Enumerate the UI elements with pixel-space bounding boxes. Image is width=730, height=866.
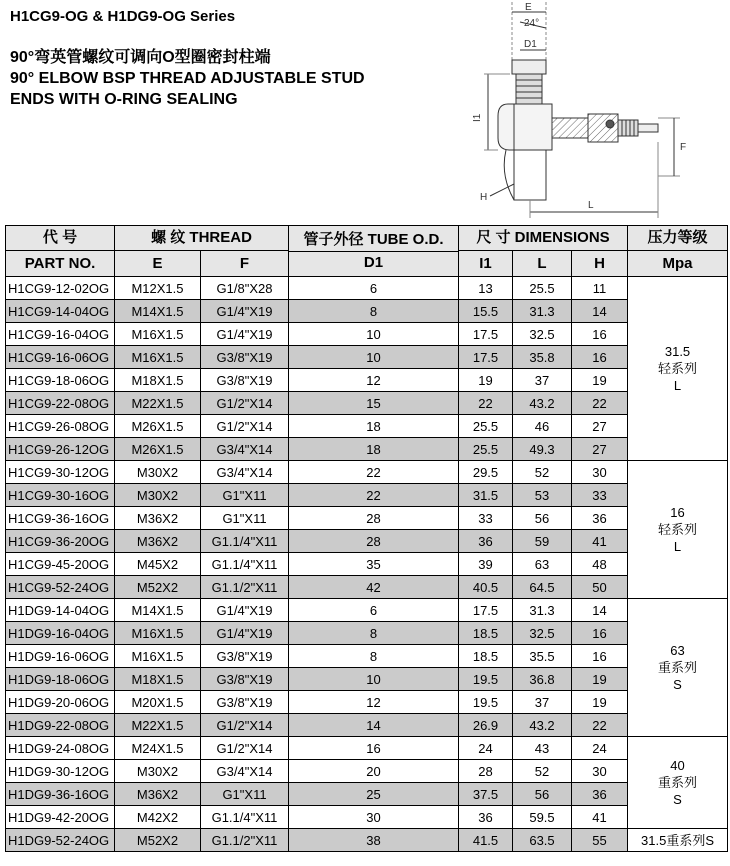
- grade-series: 轻系列: [658, 361, 698, 376]
- grade-series: 轻系列: [658, 522, 698, 537]
- table-row: [6, 576, 728, 599]
- cell-f: G3/8"X19: [201, 668, 289, 691]
- cell-h: 41: [572, 806, 628, 829]
- cell-i1: 31.5: [459, 484, 513, 507]
- pressure-grade-cell: [628, 461, 728, 599]
- cell-e: M45X2: [115, 553, 201, 576]
- title-chinese: 90°弯英管螺纹可调向O型圈密封柱端: [10, 49, 271, 66]
- cell-i1: 40.5: [459, 576, 513, 599]
- cell-d1: 35: [289, 553, 459, 576]
- cell-h: 33: [572, 484, 628, 507]
- cell-i1: 24: [459, 737, 513, 760]
- dim-label-d1: D1: [524, 39, 537, 50]
- grade-code: S: [673, 792, 682, 807]
- header-grade-unit: Mpa: [628, 251, 728, 277]
- cell-part: H1DG9-42-20OG: [6, 806, 115, 829]
- cell-f: G1/2"X14: [201, 392, 289, 415]
- cell-d1: 20: [289, 760, 459, 783]
- pressure-grade-cell: [628, 737, 728, 829]
- header-part-cn: 代 号: [6, 226, 115, 251]
- dim-label-angle: 24°: [524, 18, 540, 29]
- header-dimensions: 尺 寸 DIMENSIONS: [459, 226, 628, 251]
- table-row: [6, 484, 728, 507]
- cell-l: 36.8: [513, 668, 572, 691]
- grade-series: 重系列: [658, 660, 698, 675]
- cell-l: 59: [513, 530, 572, 553]
- cell-e: M16X1.5: [115, 622, 201, 645]
- cell-h: 55: [572, 829, 628, 852]
- cell-h: 19: [572, 668, 628, 691]
- cell-f: G1.1/4"X11: [201, 530, 289, 553]
- cell-f: G3/4"X14: [201, 461, 289, 484]
- pressure-grade-cell: [628, 599, 728, 737]
- cell-e: M22X1.5: [115, 714, 201, 737]
- cell-part: H1CG9-14-04OG: [6, 300, 115, 323]
- cell-h: 22: [572, 392, 628, 415]
- cell-i1: 17.5: [459, 599, 513, 622]
- table-row: [6, 668, 728, 691]
- cell-i1: 13: [459, 277, 513, 300]
- cell-h: 48: [572, 553, 628, 576]
- cell-l: 56: [513, 783, 572, 806]
- cell-e: M24X1.5: [115, 737, 201, 760]
- cell-i1: 41.5: [459, 829, 513, 852]
- cell-l: 43.2: [513, 714, 572, 737]
- pressure-grade-cell: [628, 829, 728, 852]
- cell-e: M14X1.5: [115, 599, 201, 622]
- table-row: [6, 760, 728, 783]
- grade-value: 31.5: [641, 832, 667, 848]
- cell-h: 36: [572, 783, 628, 806]
- cell-l: 52: [513, 461, 572, 484]
- cell-part: H1CG9-16-06OG: [6, 346, 115, 369]
- cell-h: 27: [572, 415, 628, 438]
- cell-part: H1DG9-36-16OG: [6, 783, 115, 806]
- cell-d1: 10: [289, 668, 459, 691]
- cell-d1: 18: [289, 415, 459, 438]
- grade-value: 40: [670, 758, 685, 773]
- cell-f: G1/4"X19: [201, 300, 289, 323]
- cell-h: 14: [572, 599, 628, 622]
- cell-i1: 26.9: [459, 714, 513, 737]
- cell-part: H1DG9-16-06OG: [6, 645, 115, 668]
- cell-d1: 28: [289, 530, 459, 553]
- dim-label-l: L: [588, 200, 594, 211]
- grade-value: 63: [670, 643, 685, 658]
- grade-value: 31.5: [664, 344, 691, 359]
- cell-l: 43.2: [513, 392, 572, 415]
- grade-code: S: [705, 832, 715, 848]
- cell-i1: 19.5: [459, 668, 513, 691]
- cell-i1: 33: [459, 507, 513, 530]
- cell-d1: 6: [289, 277, 459, 300]
- cell-f: G1/2"X14: [201, 714, 289, 737]
- cell-h: 19: [572, 369, 628, 392]
- cell-h: 30: [572, 760, 628, 783]
- cell-d1: 42: [289, 576, 459, 599]
- table-row: [6, 553, 728, 576]
- cell-part: H1DG9-16-04OG: [6, 622, 115, 645]
- header-h: H: [572, 251, 628, 277]
- cell-f: G1"X11: [201, 507, 289, 530]
- cell-d1: 25: [289, 783, 459, 806]
- cell-f: G3/8"X19: [201, 645, 289, 668]
- grade-value: 16: [670, 505, 685, 520]
- cell-f: G3/8"X19: [201, 369, 289, 392]
- cell-part: H1DG9-30-12OG: [6, 760, 115, 783]
- cell-i1: 19.5: [459, 691, 513, 714]
- cell-i1: 39: [459, 553, 513, 576]
- series-title: H1CG9-OG & H1DG9-OG Series: [10, 8, 236, 25]
- cell-d1: 30: [289, 806, 459, 829]
- cell-i1: 17.5: [459, 323, 513, 346]
- title-english-line-1: 90° ELBOW BSP THREAD ADJUSTABLE STUD: [10, 70, 365, 87]
- cell-h: 30: [572, 461, 628, 484]
- cell-e: M12X1.5: [115, 277, 201, 300]
- cell-i1: 19: [459, 369, 513, 392]
- cell-d1: 12: [289, 691, 459, 714]
- table-row: [6, 392, 728, 415]
- table-row: [6, 415, 728, 438]
- cell-l: 37: [513, 691, 572, 714]
- table-row: [6, 369, 728, 392]
- header-grade: 压力等级: [628, 226, 728, 251]
- dim-label-e: E: [525, 2, 532, 13]
- cell-d1: 38: [289, 829, 459, 852]
- header-f: F: [201, 251, 289, 277]
- cell-l: 31.3: [513, 599, 572, 622]
- cell-h: 16: [572, 323, 628, 346]
- table-row: [6, 737, 728, 760]
- cell-e: M36X2: [115, 507, 201, 530]
- cell-i1: 37.5: [459, 783, 513, 806]
- cell-f: G1"X11: [201, 783, 289, 806]
- cell-l: 31.3: [513, 300, 572, 323]
- cell-l: 53: [513, 484, 572, 507]
- cell-part: H1CG9-52-24OG: [6, 576, 115, 599]
- table-row: [6, 461, 728, 484]
- cell-part: H1CG9-36-20OG: [6, 530, 115, 553]
- cell-l: 46: [513, 415, 572, 438]
- cell-f: G1.1/2"X11: [201, 829, 289, 852]
- cell-i1: 22: [459, 392, 513, 415]
- cell-i1: 18.5: [459, 622, 513, 645]
- header-e: E: [115, 251, 201, 277]
- cell-l: 64.5: [513, 576, 572, 599]
- header-tube-label: 管子外径 TUBE O.D.: [303, 230, 444, 248]
- cell-l: 59.5: [513, 806, 572, 829]
- cell-l: 37: [513, 369, 572, 392]
- specification-table: [5, 225, 728, 852]
- cell-f: G1"X11: [201, 484, 289, 507]
- dim-label-h: H: [480, 192, 488, 203]
- pressure-grade-cell: [628, 277, 728, 461]
- cell-d1: 15: [289, 392, 459, 415]
- cell-i1: 15.5: [459, 300, 513, 323]
- grade-code: S: [673, 677, 682, 692]
- table-row: [6, 691, 728, 714]
- cell-f: G1/4"X19: [201, 599, 289, 622]
- cell-d1: 16: [289, 737, 459, 760]
- cell-l: 35.5: [513, 645, 572, 668]
- cell-l: 56: [513, 507, 572, 530]
- cell-e: M42X2: [115, 806, 201, 829]
- cell-l: 49.3: [513, 438, 572, 461]
- table-row: [6, 438, 728, 461]
- cell-part: H1CG9-12-02OG: [6, 277, 115, 300]
- cell-e: M30X2: [115, 484, 201, 507]
- grade-series: 重系列: [666, 832, 706, 848]
- cell-f: G1/2"X14: [201, 737, 289, 760]
- cell-part: H1DG9-22-08OG: [6, 714, 115, 737]
- header-i1: I1: [459, 251, 513, 277]
- cell-part: H1CG9-26-12OG: [6, 438, 115, 461]
- cell-d1: 10: [289, 323, 459, 346]
- cell-f: G3/8"X19: [201, 346, 289, 369]
- cell-l: 63: [513, 553, 572, 576]
- header-part-en: PART NO.: [6, 251, 115, 277]
- cell-part: H1CG9-30-16OG: [6, 484, 115, 507]
- cell-i1: 29.5: [459, 461, 513, 484]
- cell-h: 41: [572, 530, 628, 553]
- elbow-fitting-drawing: [470, 0, 728, 222]
- cell-d1: 8: [289, 622, 459, 645]
- cell-part: H1CG9-18-06OG: [6, 369, 115, 392]
- cell-e: M16X1.5: [115, 645, 201, 668]
- cell-part: H1CG9-22-08OG: [6, 392, 115, 415]
- cell-h: 16: [572, 622, 628, 645]
- cell-f: G1.1/2"X11: [201, 576, 289, 599]
- cell-f: G1/4"X19: [201, 622, 289, 645]
- cell-i1: 36: [459, 530, 513, 553]
- cell-d1: 12: [289, 369, 459, 392]
- cell-l: 25.5: [513, 277, 572, 300]
- cell-i1: 36: [459, 806, 513, 829]
- table-row: [6, 530, 728, 553]
- table-row: [6, 346, 728, 369]
- cell-d1: 10: [289, 346, 459, 369]
- cell-f: G3/8"X19: [201, 691, 289, 714]
- cell-h: 11: [572, 277, 628, 300]
- cell-f: G1/8"X28: [201, 277, 289, 300]
- cell-part: H1CG9-16-04OG: [6, 323, 115, 346]
- cell-h: 22: [572, 714, 628, 737]
- grade-code: L: [673, 539, 682, 554]
- cell-e: M36X2: [115, 530, 201, 553]
- title-english-line-2: ENDS WITH O-RING SEALING: [10, 91, 238, 108]
- cell-part: H1CG9-36-16OG: [6, 507, 115, 530]
- cell-e: M52X2: [115, 829, 201, 852]
- cell-i1: 25.5: [459, 438, 513, 461]
- cell-e: M26X1.5: [115, 415, 201, 438]
- header-l: L: [513, 251, 572, 277]
- cell-i1: 17.5: [459, 346, 513, 369]
- dim-label-i1: I1: [472, 113, 483, 122]
- cell-d1: 8: [289, 645, 459, 668]
- cell-part: H1DG9-24-08OG: [6, 737, 115, 760]
- cell-d1: 28: [289, 507, 459, 530]
- cell-l: 32.5: [513, 323, 572, 346]
- cell-h: 16: [572, 346, 628, 369]
- header-d1: D1: [289, 251, 459, 274]
- cell-part: H1DG9-20-06OG: [6, 691, 115, 714]
- cell-h: 50: [572, 576, 628, 599]
- table-row: [6, 300, 728, 323]
- cell-part: H1CG9-26-08OG: [6, 415, 115, 438]
- grade-code: L: [673, 378, 682, 393]
- cell-e: M14X1.5: [115, 300, 201, 323]
- cell-h: 27: [572, 438, 628, 461]
- cell-f: G1.1/4"X11: [201, 553, 289, 576]
- cell-e: M30X2: [115, 461, 201, 484]
- table-row: [6, 599, 728, 622]
- cell-e: M20X1.5: [115, 691, 201, 714]
- cell-d1: 18: [289, 438, 459, 461]
- cell-part: H1DG9-18-06OG: [6, 668, 115, 691]
- cell-part: H1DG9-52-24OG: [6, 829, 115, 852]
- table-row: [6, 507, 728, 530]
- cell-h: 16: [572, 645, 628, 668]
- table-row: [6, 714, 728, 737]
- cell-e: M30X2: [115, 760, 201, 783]
- table-row: [6, 829, 728, 852]
- cell-e: M52X2: [115, 576, 201, 599]
- cell-l: 32.5: [513, 622, 572, 645]
- cell-part: H1CG9-30-12OG: [6, 461, 115, 484]
- cell-d1: 22: [289, 484, 459, 507]
- table-body: [6, 277, 728, 852]
- cell-f: G3/4"X14: [201, 438, 289, 461]
- cell-e: M26X1.5: [115, 438, 201, 461]
- header-tube: [289, 226, 459, 277]
- cell-f: G1/4"X19: [201, 323, 289, 346]
- cell-part: H1DG9-14-04OG: [6, 599, 115, 622]
- cell-l: 43: [513, 737, 572, 760]
- table-row: [6, 645, 728, 668]
- cell-e: M22X1.5: [115, 392, 201, 415]
- cell-d1: 8: [289, 300, 459, 323]
- cell-h: 36: [572, 507, 628, 530]
- table-row: [6, 277, 728, 300]
- cell-e: M18X1.5: [115, 369, 201, 392]
- cell-i1: 18.5: [459, 645, 513, 668]
- cell-i1: 28: [459, 760, 513, 783]
- cell-h: 24: [572, 737, 628, 760]
- cell-part: H1CG9-45-20OG: [6, 553, 115, 576]
- table-row: [6, 323, 728, 346]
- table-row: [6, 783, 728, 806]
- cell-f: G1/2"X14: [201, 415, 289, 438]
- cell-h: 14: [572, 300, 628, 323]
- cell-e: M18X1.5: [115, 668, 201, 691]
- cell-d1: 14: [289, 714, 459, 737]
- table-row: [6, 622, 728, 645]
- cell-f: G1.1/4"X11: [201, 806, 289, 829]
- cell-i1: 25.5: [459, 415, 513, 438]
- cell-e: M16X1.5: [115, 346, 201, 369]
- cell-e: M16X1.5: [115, 323, 201, 346]
- cell-f: G3/4"X14: [201, 760, 289, 783]
- dim-label-f: F: [680, 142, 687, 153]
- cell-d1: 22: [289, 461, 459, 484]
- cell-h: 19: [572, 691, 628, 714]
- cell-l: 63.5: [513, 829, 572, 852]
- cell-d1: 6: [289, 599, 459, 622]
- grade-series: 重系列: [658, 775, 698, 790]
- cell-l: 35.8: [513, 346, 572, 369]
- cell-e: M36X2: [115, 783, 201, 806]
- cell-l: 52: [513, 760, 572, 783]
- header-thread: 螺 纹 THREAD: [115, 226, 289, 251]
- table-row: [6, 806, 728, 829]
